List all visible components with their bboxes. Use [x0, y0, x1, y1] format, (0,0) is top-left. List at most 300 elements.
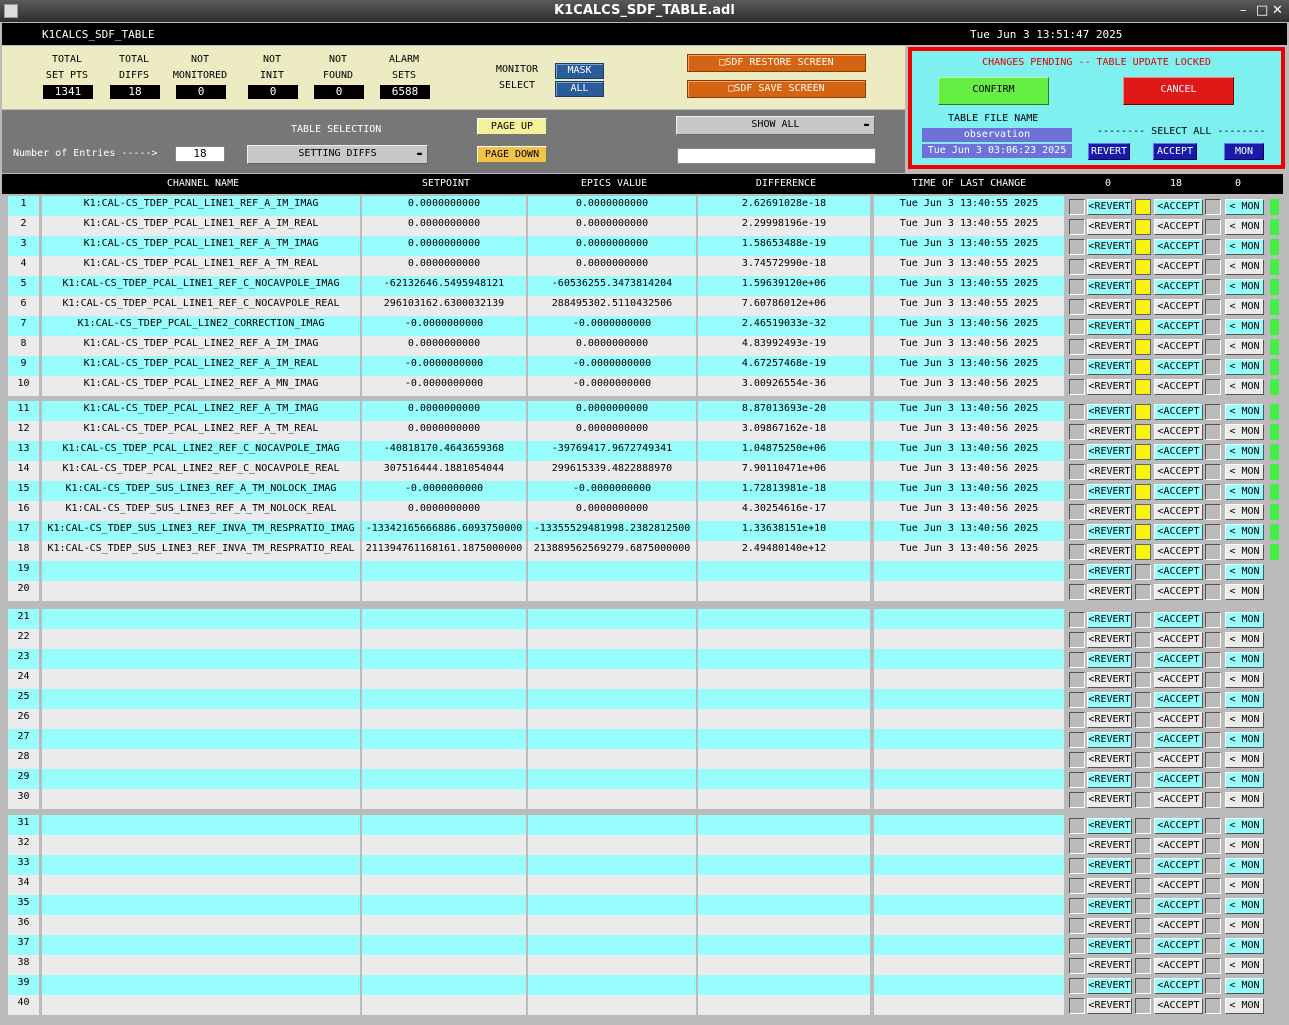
epics-value: -0.0000000000 — [528, 316, 696, 336]
page-down-button[interactable]: PAGE DOWN — [477, 146, 547, 163]
mon-button[interactable]: < MON — [1225, 712, 1264, 728]
revert-checkbox[interactable] — [1069, 998, 1085, 1014]
diff-indicator — [1270, 259, 1279, 275]
accept-checkbox[interactable] — [1135, 199, 1151, 215]
accept-checkbox[interactable] — [1135, 898, 1151, 914]
accept-checkbox[interactable] — [1135, 424, 1151, 440]
setpoint-value: 307516444.1881054044 — [362, 461, 526, 481]
accept-checkbox[interactable] — [1135, 464, 1151, 480]
revert-button[interactable]: <REVERT — [1087, 612, 1132, 628]
revert-button[interactable]: <REVERT — [1087, 219, 1132, 235]
revert-button[interactable]: <REVERT — [1087, 259, 1132, 275]
revert-checkbox[interactable] — [1069, 484, 1085, 500]
accept-button[interactable]: <ACCEPT — [1154, 878, 1203, 894]
stat-label — [372, 52, 436, 84]
accept-checkbox[interactable] — [1135, 918, 1151, 934]
accept-checkbox[interactable] — [1135, 732, 1151, 748]
table-row — [8, 561, 1283, 581]
confirm-button[interactable]: CONFIRM — [938, 77, 1049, 105]
revert-button[interactable]: <REVERT — [1087, 838, 1132, 854]
accept-checkbox[interactable] — [1135, 299, 1151, 315]
accept-checkbox[interactable] — [1135, 524, 1151, 540]
revert-button[interactable]: <REVERT — [1087, 752, 1132, 768]
mon-button[interactable]: < MON — [1225, 632, 1264, 648]
revert-checkbox[interactable] — [1069, 652, 1085, 668]
mon-checkbox[interactable] — [1205, 978, 1221, 994]
revert-checkbox[interactable] — [1069, 544, 1085, 560]
mon-button[interactable]: < MON — [1225, 279, 1264, 295]
accept-checkbox[interactable] — [1135, 259, 1151, 275]
epics-value: -0.0000000000 — [528, 481, 696, 501]
revert-button[interactable]: <REVERT — [1087, 978, 1132, 994]
accept-button[interactable]: <ACCEPT — [1154, 524, 1203, 540]
revert-button[interactable]: <REVERT — [1087, 584, 1132, 600]
revert-checkbox[interactable] — [1069, 259, 1085, 275]
accept-button[interactable]: <ACCEPT — [1154, 958, 1203, 974]
table-row — [8, 461, 1283, 481]
mon-button[interactable]: < MON — [1225, 732, 1264, 748]
accept-checkbox[interactable] — [1135, 792, 1151, 808]
mon-button[interactable]: < MON — [1225, 564, 1264, 580]
revert-button[interactable]: <REVERT — [1087, 564, 1132, 580]
stat-label — [240, 52, 304, 84]
accept-button[interactable]: <ACCEPT — [1154, 584, 1203, 600]
accept-checkbox[interactable] — [1135, 339, 1151, 355]
accept-button[interactable]: <ACCEPT — [1154, 938, 1203, 954]
accept-button[interactable]: <ACCEPT — [1154, 404, 1203, 420]
accept-checkbox[interactable] — [1135, 239, 1151, 255]
mon-button[interactable]: < MON — [1225, 584, 1264, 600]
difference-value — [698, 689, 870, 709]
revert-checkbox[interactable] — [1069, 632, 1085, 648]
channel-name — [42, 629, 360, 649]
accept-button[interactable]: <ACCEPT — [1154, 858, 1203, 874]
revert-checkbox[interactable] — [1069, 938, 1085, 954]
accept-button[interactable]: <ACCEPT — [1154, 484, 1203, 500]
mon-button[interactable]: < MON — [1225, 978, 1264, 994]
accept-button[interactable]: <ACCEPT — [1154, 424, 1203, 440]
revert-button[interactable]: <REVERT — [1087, 938, 1132, 954]
revert-button[interactable]: <REVERT — [1087, 424, 1132, 440]
mon-button[interactable]: < MON — [1225, 752, 1264, 768]
mon-button[interactable]: < MON — [1225, 772, 1264, 788]
mon-checkbox[interactable] — [1205, 524, 1221, 540]
accept-checkbox[interactable] — [1135, 858, 1151, 874]
mon-button[interactable]: < MON — [1225, 612, 1264, 628]
revert-checkbox[interactable] — [1069, 878, 1085, 894]
accept-checkbox[interactable] — [1135, 564, 1151, 580]
mon-checkbox[interactable] — [1205, 379, 1221, 395]
setpoint-value — [362, 749, 526, 769]
revert-checkbox[interactable] — [1069, 978, 1085, 994]
setpoint-value: 0.0000000000 — [362, 256, 526, 276]
mon-button[interactable]: < MON — [1225, 898, 1264, 914]
accept-checkbox[interactable] — [1135, 279, 1151, 295]
mon-checkbox[interactable] — [1205, 632, 1221, 648]
accept-button[interactable]: <ACCEPT — [1154, 692, 1203, 708]
mon-checkbox[interactable] — [1205, 878, 1221, 894]
mon-checkbox[interactable] — [1205, 692, 1221, 708]
revert-button[interactable]: <REVERT — [1087, 632, 1132, 648]
revert-button[interactable]: <REVERT — [1087, 672, 1132, 688]
mon-button[interactable]: < MON — [1225, 692, 1264, 708]
mon-checkbox[interactable] — [1205, 652, 1221, 668]
accept-checkbox[interactable] — [1135, 379, 1151, 395]
revert-checkbox[interactable] — [1069, 464, 1085, 480]
revert-checkbox[interactable] — [1069, 792, 1085, 808]
revert-checkbox[interactable] — [1069, 299, 1085, 315]
accept-button[interactable]: <ACCEPT — [1154, 652, 1203, 668]
mon-checkbox[interactable] — [1205, 404, 1221, 420]
accept-checkbox[interactable] — [1135, 484, 1151, 500]
accept-checkbox[interactable] — [1135, 998, 1151, 1014]
mon-button[interactable]: < MON — [1225, 878, 1264, 894]
row-number: 8 — [8, 336, 39, 356]
revert-checkbox[interactable] — [1069, 712, 1085, 728]
revert-checkbox[interactable] — [1069, 732, 1085, 748]
mon-checkbox[interactable] — [1205, 319, 1221, 335]
revert-button[interactable]: <REVERT — [1087, 918, 1132, 934]
show-value: SHOW ALL — [751, 119, 800, 130]
mon-checkbox[interactable] — [1205, 612, 1221, 628]
mon-button[interactable]: < MON — [1225, 938, 1264, 954]
revert-button[interactable]: <REVERT — [1087, 444, 1132, 460]
mon-checkbox[interactable] — [1205, 339, 1221, 355]
cancel-button[interactable]: CANCEL — [1123, 77, 1234, 105]
mon-checkbox[interactable] — [1205, 732, 1221, 748]
filter-input[interactable] — [677, 148, 876, 164]
accept-button[interactable]: <ACCEPT — [1154, 712, 1203, 728]
table-selection-dropdown[interactable] — [247, 145, 428, 164]
accept-button[interactable]: <ACCEPT — [1154, 998, 1203, 1014]
revert-checkbox[interactable] — [1069, 818, 1085, 834]
row-number: 38 — [8, 955, 39, 975]
accept-checkbox[interactable] — [1135, 712, 1151, 728]
accept-button[interactable]: <ACCEPT — [1154, 504, 1203, 520]
revert-button[interactable]: <REVERT — [1087, 379, 1132, 395]
accept-all-button[interactable]: ACCEPT — [1153, 143, 1197, 160]
revert-button[interactable]: <REVERT — [1087, 339, 1132, 355]
revert-button[interactable]: <REVERT — [1087, 199, 1132, 215]
mon-checkbox[interactable] — [1205, 299, 1221, 315]
mon-button[interactable]: < MON — [1225, 404, 1264, 420]
mon-button[interactable]: < MON — [1225, 672, 1264, 688]
revert-checkbox[interactable] — [1069, 504, 1085, 520]
minimize-icon[interactable]: – — [1240, 3, 1247, 18]
mon-button[interactable]: < MON — [1225, 319, 1264, 335]
mon-button[interactable]: < MON — [1225, 504, 1264, 520]
mon-button[interactable]: < MON — [1225, 239, 1264, 255]
mon-checkbox[interactable] — [1205, 444, 1221, 460]
revert-button[interactable]: <REVERT — [1087, 239, 1132, 255]
mon-button[interactable]: < MON — [1225, 792, 1264, 808]
mon-checkbox[interactable] — [1205, 504, 1221, 520]
table-row — [8, 815, 1283, 835]
accept-checkbox[interactable] — [1135, 752, 1151, 768]
revert-button[interactable]: <REVERT — [1087, 299, 1132, 315]
revert-button[interactable]: <REVERT — [1087, 858, 1132, 874]
accept-checkbox[interactable] — [1135, 359, 1151, 375]
accept-checkbox[interactable] — [1135, 444, 1151, 460]
mon-checkbox[interactable] — [1205, 259, 1221, 275]
mon-checkbox[interactable] — [1205, 484, 1221, 500]
epics-value — [528, 581, 696, 601]
row-number: 29 — [8, 769, 39, 789]
accept-checkbox[interactable] — [1135, 612, 1151, 628]
revert-checkbox[interactable] — [1069, 524, 1085, 540]
revert-checkbox[interactable] — [1069, 584, 1085, 600]
last-change-time — [874, 995, 1064, 1015]
revert-button[interactable]: <REVERT — [1087, 652, 1132, 668]
revert-button[interactable]: <REVERT — [1087, 544, 1132, 560]
channel-name: K1:CAL-CS_TDEP_PCAL_LINE2_REF_A_TM_REAL — [42, 421, 360, 441]
revert-checkbox[interactable] — [1069, 359, 1085, 375]
mon-checkbox[interactable] — [1205, 898, 1221, 914]
row-number: 28 — [8, 749, 39, 769]
mon-button[interactable]: < MON — [1225, 464, 1264, 480]
accept-button[interactable]: <ACCEPT — [1154, 898, 1203, 914]
mon-button[interactable]: < MON — [1225, 818, 1264, 834]
revert-checkbox[interactable] — [1069, 424, 1085, 440]
accept-button[interactable]: <ACCEPT — [1154, 464, 1203, 480]
mon-button[interactable]: < MON — [1225, 484, 1264, 500]
revert-button[interactable]: <REVERT — [1087, 712, 1132, 728]
accept-checkbox[interactable] — [1135, 652, 1151, 668]
mon-button[interactable]: < MON — [1225, 339, 1264, 355]
accept-checkbox[interactable] — [1135, 878, 1151, 894]
channel-name — [42, 561, 360, 581]
difference-value — [698, 975, 870, 995]
sdf-save-screen-button[interactable]: □SDF SAVE SCREEN — [687, 80, 866, 98]
mon-checkbox[interactable] — [1205, 838, 1221, 854]
mon-button[interactable]: < MON — [1225, 219, 1264, 235]
accept-button[interactable]: <ACCEPT — [1154, 359, 1203, 375]
all-button[interactable]: ALL — [555, 81, 604, 97]
difference-value: 4.67257468e-19 — [698, 356, 870, 376]
accept-button[interactable]: <ACCEPT — [1154, 632, 1203, 648]
mon-button[interactable]: < MON — [1225, 199, 1264, 215]
revert-button[interactable]: <REVERT — [1087, 692, 1132, 708]
accept-button[interactable]: <ACCEPT — [1154, 772, 1203, 788]
accept-button[interactable]: <ACCEPT — [1154, 444, 1203, 460]
diff-indicator — [1270, 239, 1279, 255]
mon-all-button[interactable]: MON — [1224, 143, 1264, 160]
mon-checkbox[interactable] — [1205, 239, 1221, 255]
revert-checkbox[interactable] — [1069, 199, 1085, 215]
mon-checkbox[interactable] — [1205, 712, 1221, 728]
accept-button[interactable]: <ACCEPT — [1154, 978, 1203, 994]
close-icon[interactable]: ✕ — [1272, 3, 1283, 18]
mon-checkbox[interactable] — [1205, 424, 1221, 440]
mon-button[interactable]: < MON — [1225, 359, 1264, 375]
mon-button[interactable]: < MON — [1225, 958, 1264, 974]
accept-checkbox[interactable] — [1135, 772, 1151, 788]
table-row — [8, 481, 1283, 501]
accept-button[interactable]: <ACCEPT — [1154, 319, 1203, 335]
difference-value: 1.59639120e+06 — [698, 276, 870, 296]
revert-checkbox[interactable] — [1069, 444, 1085, 460]
revert-button[interactable]: <REVERT — [1087, 279, 1132, 295]
mon-button[interactable]: < MON — [1225, 998, 1264, 1014]
mask-button[interactable]: MASK — [555, 63, 604, 79]
accept-button[interactable]: <ACCEPT — [1154, 239, 1203, 255]
last-change-time — [874, 935, 1064, 955]
revert-checkbox[interactable] — [1069, 752, 1085, 768]
mon-checkbox[interactable] — [1205, 918, 1221, 934]
channel-name: K1:CAL-CS_TDEP_PCAL_LINE2_REF_A_IM_REAL — [42, 356, 360, 376]
mon-button[interactable]: < MON — [1225, 652, 1264, 668]
mon-checkbox[interactable] — [1205, 818, 1221, 834]
revert-button[interactable]: <REVERT — [1087, 504, 1132, 520]
maximize-icon[interactable]: □ — [1256, 3, 1269, 18]
accept-button[interactable]: <ACCEPT — [1154, 299, 1203, 315]
accept-button[interactable]: <ACCEPT — [1154, 339, 1203, 355]
revert-checkbox[interactable] — [1069, 692, 1085, 708]
stat-label-line2: INIT — [259, 70, 285, 81]
revert-checkbox[interactable] — [1069, 918, 1085, 934]
revert-checkbox[interactable] — [1069, 838, 1085, 854]
show-all-dropdown[interactable] — [676, 116, 875, 135]
accept-checkbox[interactable] — [1135, 219, 1151, 235]
revert-button[interactable]: <REVERT — [1087, 792, 1132, 808]
epics-value: 0.0000000000 — [528, 236, 696, 256]
accept-checkbox[interactable] — [1135, 504, 1151, 520]
mon-button[interactable]: < MON — [1225, 424, 1264, 440]
accept-button[interactable]: <ACCEPT — [1154, 672, 1203, 688]
epics-value — [528, 915, 696, 935]
revert-checkbox[interactable] — [1069, 319, 1085, 335]
difference-value: 2.62691028e-18 — [698, 196, 870, 216]
stat-label-line1: NOT — [262, 54, 282, 65]
mon-checkbox[interactable] — [1205, 938, 1221, 954]
mon-checkbox[interactable] — [1205, 998, 1221, 1014]
revert-checkbox[interactable] — [1069, 219, 1085, 235]
accept-checkbox[interactable] — [1135, 632, 1151, 648]
accept-button[interactable]: <ACCEPT — [1154, 792, 1203, 808]
mon-checkbox[interactable] — [1205, 564, 1221, 580]
revert-button[interactable]: <REVERT — [1087, 404, 1132, 420]
revert-button[interactable]: <REVERT — [1087, 958, 1132, 974]
mon-button[interactable]: < MON — [1225, 524, 1264, 540]
revert-button[interactable]: <REVERT — [1087, 484, 1132, 500]
mon-checkbox[interactable] — [1205, 958, 1221, 974]
accept-button[interactable]: <ACCEPT — [1154, 259, 1203, 275]
revert-checkbox[interactable] — [1069, 772, 1085, 788]
accept-button[interactable]: <ACCEPT — [1154, 564, 1203, 580]
revert-checkbox[interactable] — [1069, 339, 1085, 355]
revert-button[interactable]: <REVERT — [1087, 359, 1132, 375]
mon-checkbox[interactable] — [1205, 672, 1221, 688]
mon-checkbox[interactable] — [1205, 858, 1221, 874]
revert-checkbox[interactable] — [1069, 612, 1085, 628]
accept-button[interactable]: <ACCEPT — [1154, 219, 1203, 235]
revert-button[interactable]: <REVERT — [1087, 998, 1132, 1014]
accept-checkbox[interactable] — [1135, 404, 1151, 420]
accept-checkbox[interactable] — [1135, 978, 1151, 994]
mon-checkbox[interactable] — [1205, 584, 1221, 600]
accept-button[interactable]: <ACCEPT — [1154, 612, 1203, 628]
stat-label-line2: SETS — [391, 70, 417, 81]
difference-value — [698, 649, 870, 669]
row-number: 39 — [8, 975, 39, 995]
mon-checkbox[interactable] — [1205, 772, 1221, 788]
diff-indicator — [1270, 339, 1279, 355]
mon-checkbox[interactable] — [1205, 792, 1221, 808]
mon-checkbox[interactable] — [1205, 279, 1221, 295]
accept-button[interactable]: <ACCEPT — [1154, 544, 1203, 560]
revert-button[interactable]: <REVERT — [1087, 898, 1132, 914]
revert-button[interactable]: <REVERT — [1087, 319, 1132, 335]
revert-button[interactable]: <REVERT — [1087, 818, 1132, 834]
mon-button[interactable]: < MON — [1225, 299, 1264, 315]
accept-button[interactable]: <ACCEPT — [1154, 279, 1203, 295]
page-up-button[interactable]: PAGE UP — [477, 118, 547, 135]
mon-checkbox[interactable] — [1205, 219, 1221, 235]
window-title: K1CALCS_SDF_TABLE.adl — [554, 3, 735, 18]
mon-checkbox[interactable] — [1205, 752, 1221, 768]
revert-checkbox[interactable] — [1069, 898, 1085, 914]
revert-checkbox[interactable] — [1069, 858, 1085, 874]
accept-button[interactable]: <ACCEPT — [1154, 752, 1203, 768]
mon-checkbox[interactable] — [1205, 544, 1221, 560]
revert-button[interactable]: <REVERT — [1087, 732, 1132, 748]
sdf-restore-screen-button[interactable]: □SDF RESTORE SCREEN — [687, 54, 866, 72]
revert-button[interactable]: <REVERT — [1087, 878, 1132, 894]
mon-button[interactable]: < MON — [1225, 379, 1264, 395]
accept-checkbox[interactable] — [1135, 838, 1151, 854]
accept-checkbox[interactable] — [1135, 958, 1151, 974]
revert-checkbox[interactable] — [1069, 279, 1085, 295]
mon-button[interactable]: < MON — [1225, 544, 1264, 560]
mon-button[interactable]: < MON — [1225, 838, 1264, 854]
revert-button[interactable]: <REVERT — [1087, 524, 1132, 540]
accept-checkbox[interactable] — [1135, 584, 1151, 600]
revert-checkbox[interactable] — [1069, 379, 1085, 395]
accept-checkbox[interactable] — [1135, 938, 1151, 954]
accept-button[interactable]: <ACCEPT — [1154, 838, 1203, 854]
revert-button[interactable]: <REVERT — [1087, 772, 1132, 788]
count-accept: 18 — [1169, 178, 1183, 189]
revert-checkbox[interactable] — [1069, 958, 1085, 974]
accept-checkbox[interactable] — [1135, 319, 1151, 335]
mon-button[interactable]: < MON — [1225, 444, 1264, 460]
revert-button[interactable]: <REVERT — [1087, 464, 1132, 480]
accept-button[interactable]: <ACCEPT — [1154, 818, 1203, 834]
accept-checkbox[interactable] — [1135, 544, 1151, 560]
mon-checkbox[interactable] — [1205, 199, 1221, 215]
mon-button[interactable]: < MON — [1225, 259, 1264, 275]
mon-button[interactable]: < MON — [1225, 918, 1264, 934]
revert-checkbox[interactable] — [1069, 672, 1085, 688]
revert-all-button[interactable]: REVERT — [1088, 143, 1130, 160]
accept-checkbox[interactable] — [1135, 692, 1151, 708]
mon-checkbox[interactable] — [1205, 464, 1221, 480]
channel-name — [42, 855, 360, 875]
accept-checkbox[interactable] — [1135, 672, 1151, 688]
revert-checkbox[interactable] — [1069, 564, 1085, 580]
accept-checkbox[interactable] — [1135, 818, 1151, 834]
mon-button[interactable]: < MON — [1225, 858, 1264, 874]
revert-checkbox[interactable] — [1069, 404, 1085, 420]
accept-button[interactable]: <ACCEPT — [1154, 379, 1203, 395]
revert-checkbox[interactable] — [1069, 239, 1085, 255]
last-change-time: Tue Jun 3 13:40:56 2025 — [874, 356, 1064, 376]
accept-button[interactable]: <ACCEPT — [1154, 732, 1203, 748]
table-row — [8, 835, 1283, 855]
mon-checkbox[interactable] — [1205, 359, 1221, 375]
accept-button[interactable]: <ACCEPT — [1154, 199, 1203, 215]
accept-button[interactable]: <ACCEPT — [1154, 918, 1203, 934]
